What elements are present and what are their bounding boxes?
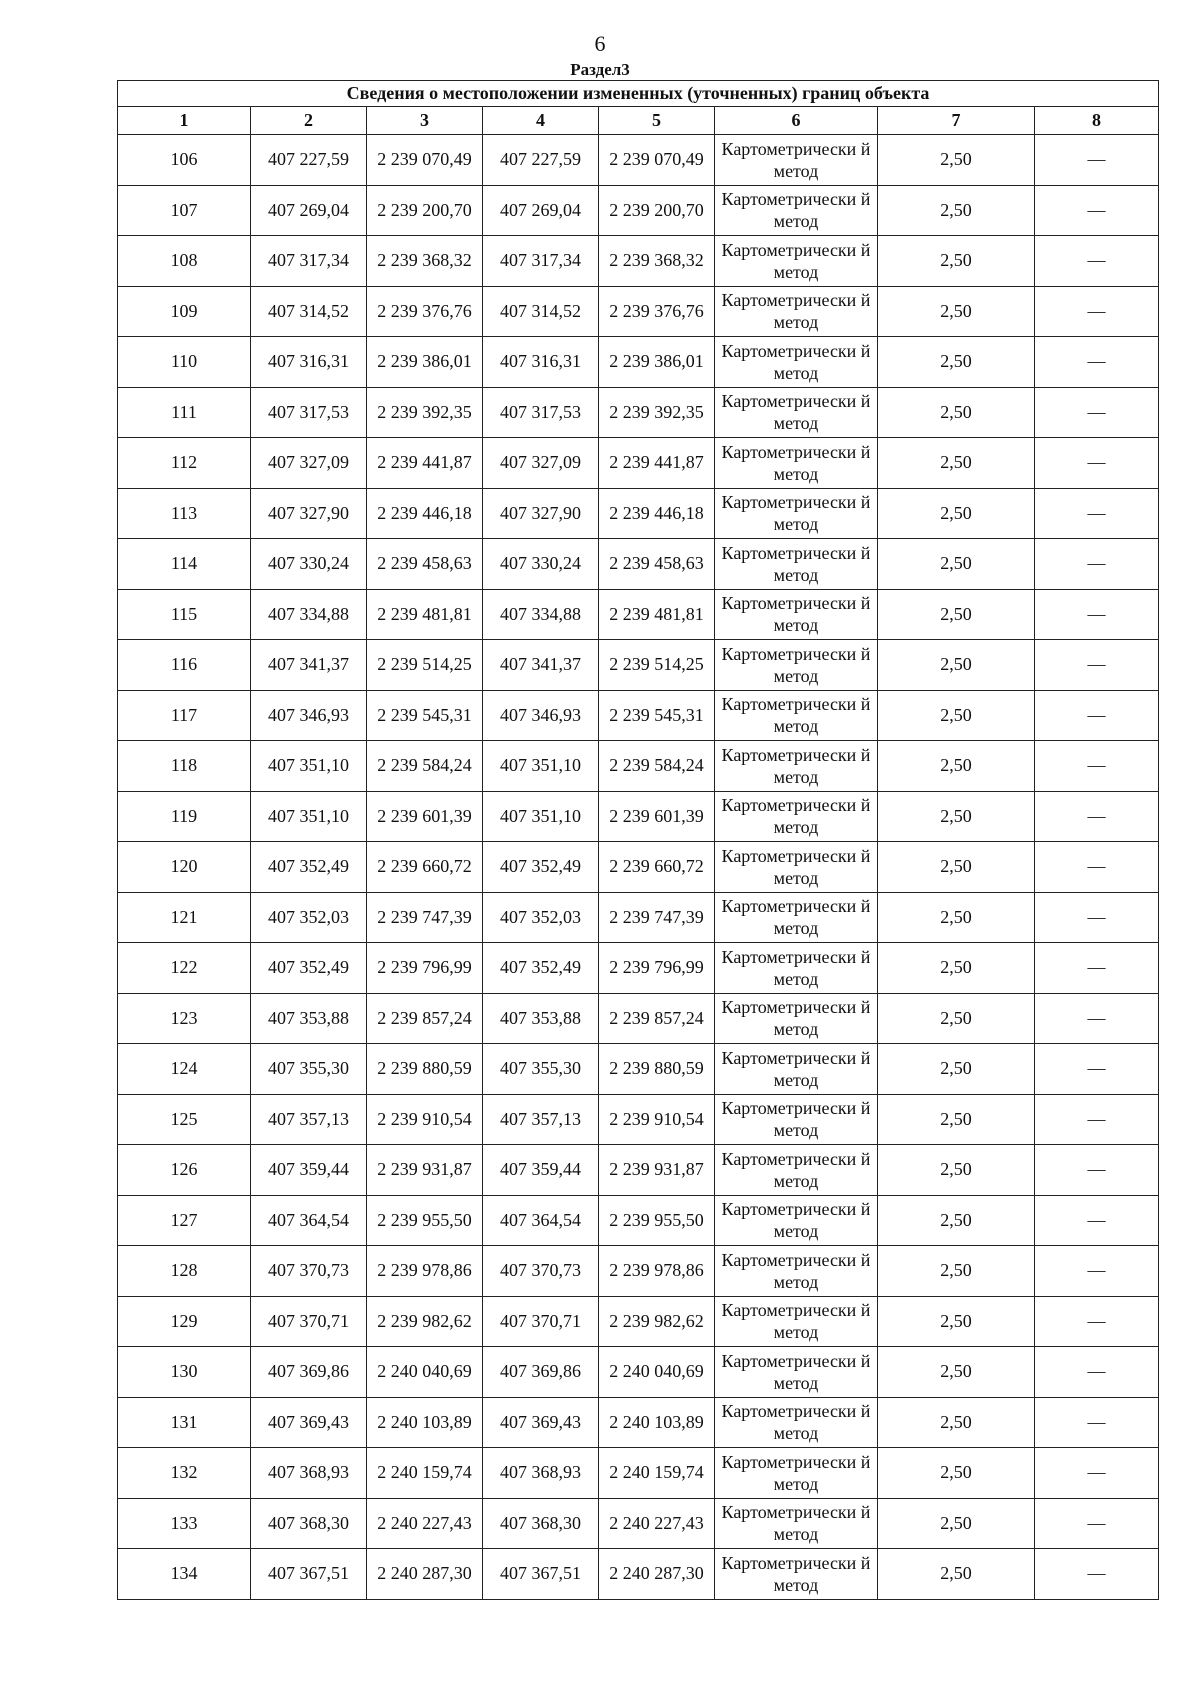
method-cell: Картометрически й метод xyxy=(715,690,878,741)
y-existing-cell: 2 239 601,39 xyxy=(367,791,483,842)
description-cell: — xyxy=(1035,1246,1159,1297)
point-number-cell: 121 xyxy=(118,892,251,943)
x-new-cell: 407 351,10 xyxy=(483,741,599,792)
y-existing-cell: 2 239 070,49 xyxy=(367,135,483,186)
accuracy-cell: 2,50 xyxy=(878,539,1035,590)
accuracy-cell: 2,50 xyxy=(878,1498,1035,1549)
point-number-cell: 120 xyxy=(118,842,251,893)
y-new-cell: 2 239 386,01 xyxy=(599,337,715,388)
point-number-cell: 125 xyxy=(118,1094,251,1145)
y-existing-cell: 2 239 441,87 xyxy=(367,438,483,489)
method-cell: Картометрически й метод xyxy=(715,286,878,337)
y-new-cell: 2 239 747,39 xyxy=(599,892,715,943)
method-cell: Картометрически й метод xyxy=(715,1195,878,1246)
method-cell: Картометрически й метод xyxy=(715,337,878,388)
point-number-cell: 131 xyxy=(118,1397,251,1448)
x-existing-cell: 407 227,59 xyxy=(251,135,367,186)
x-existing-cell: 407 351,10 xyxy=(251,791,367,842)
y-existing-cell: 2 240 287,30 xyxy=(367,1549,483,1600)
point-number-cell: 132 xyxy=(118,1448,251,1499)
y-new-cell: 2 240 287,30 xyxy=(599,1549,715,1600)
description-cell: — xyxy=(1035,741,1159,792)
x-new-cell: 407 346,93 xyxy=(483,690,599,741)
point-number-cell: 129 xyxy=(118,1296,251,1347)
column-number-5: 5 xyxy=(599,107,715,135)
description-cell: — xyxy=(1035,1347,1159,1398)
description-cell: — xyxy=(1035,1296,1159,1347)
description-cell: — xyxy=(1035,589,1159,640)
x-new-cell: 407 369,86 xyxy=(483,1347,599,1398)
method-cell: Картометрически й метод xyxy=(715,185,878,236)
method-cell: Картометрически й метод xyxy=(715,892,878,943)
y-new-cell: 2 239 458,63 xyxy=(599,539,715,590)
column-number-4: 4 xyxy=(483,107,599,135)
y-new-cell: 2 239 982,62 xyxy=(599,1296,715,1347)
method-cell: Картометрически й метод xyxy=(715,236,878,287)
x-new-cell: 407 352,49 xyxy=(483,842,599,893)
point-number-cell: 122 xyxy=(118,943,251,994)
x-existing-cell: 407 359,44 xyxy=(251,1145,367,1196)
table-row xyxy=(118,488,1159,539)
method-cell: Картометрически й метод xyxy=(715,135,878,186)
table-row xyxy=(118,892,1159,943)
y-existing-cell: 2 239 978,86 xyxy=(367,1246,483,1297)
method-cell: Картометрически й метод xyxy=(715,488,878,539)
method-cell: Картометрически й метод xyxy=(715,387,878,438)
table-row xyxy=(118,1347,1159,1398)
y-existing-cell: 2 239 857,24 xyxy=(367,993,483,1044)
y-existing-cell: 2 239 982,62 xyxy=(367,1296,483,1347)
point-number-cell: 109 xyxy=(118,286,251,337)
table-row xyxy=(118,1397,1159,1448)
point-number-cell: 133 xyxy=(118,1498,251,1549)
table-row xyxy=(118,387,1159,438)
y-new-cell: 2 239 910,54 xyxy=(599,1094,715,1145)
x-new-cell: 407 357,13 xyxy=(483,1094,599,1145)
table-row xyxy=(118,135,1159,186)
accuracy-cell: 2,50 xyxy=(878,1044,1035,1095)
point-number-cell: 117 xyxy=(118,690,251,741)
description-cell: — xyxy=(1035,943,1159,994)
table-row xyxy=(118,993,1159,1044)
description-cell: — xyxy=(1035,387,1159,438)
column-number-8: 8 xyxy=(1035,107,1159,135)
y-existing-cell: 2 239 458,63 xyxy=(367,539,483,590)
column-number-1: 1 xyxy=(118,107,251,135)
x-new-cell: 407 269,04 xyxy=(483,185,599,236)
column-number-row xyxy=(118,107,1159,135)
x-new-cell: 407 367,51 xyxy=(483,1549,599,1600)
point-number-cell: 118 xyxy=(118,741,251,792)
y-existing-cell: 2 240 103,89 xyxy=(367,1397,483,1448)
x-existing-cell: 407 269,04 xyxy=(251,185,367,236)
section-title: Раздел3 xyxy=(570,60,630,79)
table-row xyxy=(118,438,1159,489)
point-number-cell: 107 xyxy=(118,185,251,236)
y-existing-cell: 2 239 514,25 xyxy=(367,640,483,691)
table-row xyxy=(118,1094,1159,1145)
table-row xyxy=(118,1498,1159,1549)
y-existing-cell: 2 239 446,18 xyxy=(367,488,483,539)
y-existing-cell: 2 240 227,43 xyxy=(367,1498,483,1549)
description-cell: — xyxy=(1035,1145,1159,1196)
x-new-cell: 407 327,09 xyxy=(483,438,599,489)
x-new-cell: 407 353,88 xyxy=(483,993,599,1044)
table-row xyxy=(118,943,1159,994)
y-new-cell: 2 239 931,87 xyxy=(599,1145,715,1196)
y-new-cell: 2 239 955,50 xyxy=(599,1195,715,1246)
y-new-cell: 2 239 796,99 xyxy=(599,943,715,994)
point-number-cell: 108 xyxy=(118,236,251,287)
table-row xyxy=(118,1549,1159,1600)
x-existing-cell: 407 369,86 xyxy=(251,1347,367,1398)
x-existing-cell: 407 352,49 xyxy=(251,842,367,893)
x-new-cell: 407 314,52 xyxy=(483,286,599,337)
method-cell: Картометрически й метод xyxy=(715,1044,878,1095)
x-new-cell: 407 341,37 xyxy=(483,640,599,691)
y-existing-cell: 2 239 796,99 xyxy=(367,943,483,994)
table-row xyxy=(118,842,1159,893)
column-number-7: 7 xyxy=(878,107,1035,135)
accuracy-cell: 2,50 xyxy=(878,1246,1035,1297)
y-new-cell: 2 239 514,25 xyxy=(599,640,715,691)
table-row xyxy=(118,791,1159,842)
y-new-cell: 2 240 227,43 xyxy=(599,1498,715,1549)
accuracy-cell: 2,50 xyxy=(878,640,1035,691)
table-row xyxy=(118,1044,1159,1095)
accuracy-cell: 2,50 xyxy=(878,1195,1035,1246)
accuracy-cell: 2,50 xyxy=(878,1397,1035,1448)
y-existing-cell: 2 239 747,39 xyxy=(367,892,483,943)
y-existing-cell: 2 239 880,59 xyxy=(367,1044,483,1095)
table-row xyxy=(118,1296,1159,1347)
x-new-cell: 407 359,44 xyxy=(483,1145,599,1196)
description-cell: — xyxy=(1035,791,1159,842)
table-row xyxy=(118,1246,1159,1297)
y-existing-cell: 2 239 584,24 xyxy=(367,741,483,792)
x-existing-cell: 407 334,88 xyxy=(251,589,367,640)
y-new-cell: 2 239 481,81 xyxy=(599,589,715,640)
description-cell: — xyxy=(1035,236,1159,287)
y-new-cell: 2 239 070,49 xyxy=(599,135,715,186)
x-existing-cell: 407 317,34 xyxy=(251,236,367,287)
x-new-cell: 407 317,53 xyxy=(483,387,599,438)
x-existing-cell: 407 330,24 xyxy=(251,539,367,590)
x-existing-cell: 407 370,71 xyxy=(251,1296,367,1347)
point-number-cell: 114 xyxy=(118,539,251,590)
description-cell: — xyxy=(1035,842,1159,893)
y-existing-cell: 2 239 392,35 xyxy=(367,387,483,438)
description-cell: — xyxy=(1035,640,1159,691)
x-existing-cell: 407 364,54 xyxy=(251,1195,367,1246)
y-existing-cell: 2 239 376,76 xyxy=(367,286,483,337)
table-body xyxy=(118,135,1159,1600)
x-new-cell: 407 317,34 xyxy=(483,236,599,287)
x-existing-cell: 407 368,93 xyxy=(251,1448,367,1499)
accuracy-cell: 2,50 xyxy=(878,286,1035,337)
description-cell: — xyxy=(1035,286,1159,337)
x-existing-cell: 407 352,49 xyxy=(251,943,367,994)
point-number-cell: 134 xyxy=(118,1549,251,1600)
point-number-cell: 110 xyxy=(118,337,251,388)
table-row xyxy=(118,1195,1159,1246)
description-cell: — xyxy=(1035,1549,1159,1600)
x-existing-cell: 407 316,31 xyxy=(251,337,367,388)
column-number-2: 2 xyxy=(251,107,367,135)
method-cell: Картометрически й метод xyxy=(715,1296,878,1347)
x-existing-cell: 407 352,03 xyxy=(251,892,367,943)
x-new-cell: 407 370,73 xyxy=(483,1246,599,1297)
x-new-cell: 407 370,71 xyxy=(483,1296,599,1347)
boundary-coordinates-table xyxy=(117,80,1159,1600)
point-number-cell: 111 xyxy=(118,387,251,438)
x-new-cell: 407 352,49 xyxy=(483,943,599,994)
table-row xyxy=(118,185,1159,236)
accuracy-cell: 2,50 xyxy=(878,438,1035,489)
table-row xyxy=(118,236,1159,287)
y-new-cell: 2 239 392,35 xyxy=(599,387,715,438)
accuracy-cell: 2,50 xyxy=(878,741,1035,792)
y-new-cell: 2 239 857,24 xyxy=(599,993,715,1044)
x-new-cell: 407 227,59 xyxy=(483,135,599,186)
method-cell: Картометрически й метод xyxy=(715,1549,878,1600)
x-new-cell: 407 334,88 xyxy=(483,589,599,640)
x-existing-cell: 407 369,43 xyxy=(251,1397,367,1448)
method-cell: Картометрически й метод xyxy=(715,1246,878,1297)
table-row xyxy=(118,741,1159,792)
accuracy-cell: 2,50 xyxy=(878,791,1035,842)
accuracy-cell: 2,50 xyxy=(878,337,1035,388)
y-existing-cell: 2 239 931,87 xyxy=(367,1145,483,1196)
x-new-cell: 407 316,31 xyxy=(483,337,599,388)
x-new-cell: 407 369,43 xyxy=(483,1397,599,1448)
x-existing-cell: 407 357,13 xyxy=(251,1094,367,1145)
x-existing-cell: 407 355,30 xyxy=(251,1044,367,1095)
table-row xyxy=(118,640,1159,691)
x-new-cell: 407 368,30 xyxy=(483,1498,599,1549)
y-new-cell: 2 239 376,76 xyxy=(599,286,715,337)
y-new-cell: 2 239 446,18 xyxy=(599,488,715,539)
description-cell: — xyxy=(1035,1195,1159,1246)
page-number: 6 xyxy=(594,31,606,56)
description-cell: — xyxy=(1035,438,1159,489)
method-cell: Картометрически й метод xyxy=(715,438,878,489)
y-existing-cell: 2 239 200,70 xyxy=(367,185,483,236)
x-new-cell: 407 352,03 xyxy=(483,892,599,943)
description-cell: — xyxy=(1035,993,1159,1044)
description-cell: — xyxy=(1035,185,1159,236)
x-existing-cell: 407 351,10 xyxy=(251,741,367,792)
x-existing-cell: 407 327,90 xyxy=(251,488,367,539)
accuracy-cell: 2,50 xyxy=(878,690,1035,741)
point-number-cell: 127 xyxy=(118,1195,251,1246)
x-new-cell: 407 368,93 xyxy=(483,1448,599,1499)
table-caption: Сведения о местоположении измененных (уточненных) границ объекта xyxy=(118,81,1159,107)
accuracy-cell: 2,50 xyxy=(878,1094,1035,1145)
point-number-cell: 116 xyxy=(118,640,251,691)
x-new-cell: 407 351,10 xyxy=(483,791,599,842)
point-number-cell: 128 xyxy=(118,1246,251,1297)
accuracy-cell: 2,50 xyxy=(878,1296,1035,1347)
accuracy-cell: 2,50 xyxy=(878,236,1035,287)
y-new-cell: 2 239 584,24 xyxy=(599,741,715,792)
method-cell: Картометрически й метод xyxy=(715,640,878,691)
method-cell: Картометрически й метод xyxy=(715,993,878,1044)
x-existing-cell: 407 368,30 xyxy=(251,1498,367,1549)
description-cell: — xyxy=(1035,892,1159,943)
accuracy-cell: 2,50 xyxy=(878,892,1035,943)
point-number-cell: 123 xyxy=(118,993,251,1044)
accuracy-cell: 2,50 xyxy=(878,842,1035,893)
y-existing-cell: 2 239 545,31 xyxy=(367,690,483,741)
x-existing-cell: 407 353,88 xyxy=(251,993,367,1044)
method-cell: Картометрически й метод xyxy=(715,1498,878,1549)
accuracy-cell: 2,50 xyxy=(878,185,1035,236)
method-cell: Картометрически й метод xyxy=(715,741,878,792)
x-existing-cell: 407 341,37 xyxy=(251,640,367,691)
description-cell: — xyxy=(1035,1498,1159,1549)
description-cell: — xyxy=(1035,337,1159,388)
table-row xyxy=(118,539,1159,590)
table-row xyxy=(118,589,1159,640)
y-new-cell: 2 239 660,72 xyxy=(599,842,715,893)
description-cell: — xyxy=(1035,1397,1159,1448)
x-existing-cell: 407 314,52 xyxy=(251,286,367,337)
table-row xyxy=(118,286,1159,337)
table-row xyxy=(118,337,1159,388)
point-number-cell: 106 xyxy=(118,135,251,186)
accuracy-cell: 2,50 xyxy=(878,993,1035,1044)
point-number-cell: 119 xyxy=(118,791,251,842)
x-new-cell: 407 364,54 xyxy=(483,1195,599,1246)
x-existing-cell: 407 327,09 xyxy=(251,438,367,489)
accuracy-cell: 2,50 xyxy=(878,488,1035,539)
y-existing-cell: 2 240 159,74 xyxy=(367,1448,483,1499)
point-number-cell: 130 xyxy=(118,1347,251,1398)
y-new-cell: 2 239 545,31 xyxy=(599,690,715,741)
point-number-cell: 113 xyxy=(118,488,251,539)
y-existing-cell: 2 239 955,50 xyxy=(367,1195,483,1246)
x-existing-cell: 407 367,51 xyxy=(251,1549,367,1600)
method-cell: Картометрически й метод xyxy=(715,1448,878,1499)
method-cell: Картометрически й метод xyxy=(715,1397,878,1448)
table-row xyxy=(118,690,1159,741)
x-new-cell: 407 327,90 xyxy=(483,488,599,539)
y-new-cell: 2 239 880,59 xyxy=(599,1044,715,1095)
accuracy-cell: 2,50 xyxy=(878,1549,1035,1600)
y-existing-cell: 2 239 386,01 xyxy=(367,337,483,388)
method-cell: Картометрически й метод xyxy=(715,943,878,994)
accuracy-cell: 2,50 xyxy=(878,589,1035,640)
method-cell: Картометрически й метод xyxy=(715,842,878,893)
point-number-cell: 126 xyxy=(118,1145,251,1196)
y-existing-cell: 2 240 040,69 xyxy=(367,1347,483,1398)
y-new-cell: 2 240 159,74 xyxy=(599,1448,715,1499)
accuracy-cell: 2,50 xyxy=(878,135,1035,186)
y-new-cell: 2 239 441,87 xyxy=(599,438,715,489)
y-new-cell: 2 239 368,32 xyxy=(599,236,715,287)
method-cell: Картометрически й метод xyxy=(715,1347,878,1398)
x-existing-cell: 407 370,73 xyxy=(251,1246,367,1297)
column-number-3: 3 xyxy=(367,107,483,135)
x-new-cell: 407 330,24 xyxy=(483,539,599,590)
accuracy-cell: 2,50 xyxy=(878,1145,1035,1196)
description-cell: — xyxy=(1035,1044,1159,1095)
y-new-cell: 2 239 601,39 xyxy=(599,791,715,842)
description-cell: — xyxy=(1035,1094,1159,1145)
column-number-6: 6 xyxy=(715,107,878,135)
y-existing-cell: 2 239 660,72 xyxy=(367,842,483,893)
point-number-cell: 115 xyxy=(118,589,251,640)
method-cell: Картометрически й метод xyxy=(715,791,878,842)
x-existing-cell: 407 346,93 xyxy=(251,690,367,741)
description-cell: — xyxy=(1035,539,1159,590)
y-new-cell: 2 239 200,70 xyxy=(599,185,715,236)
method-cell: Картометрически й метод xyxy=(715,539,878,590)
method-cell: Картометрически й метод xyxy=(715,1145,878,1196)
x-existing-cell: 407 317,53 xyxy=(251,387,367,438)
y-existing-cell: 2 239 481,81 xyxy=(367,589,483,640)
y-new-cell: 2 240 103,89 xyxy=(599,1397,715,1448)
description-cell: — xyxy=(1035,488,1159,539)
accuracy-cell: 2,50 xyxy=(878,1347,1035,1398)
description-cell: — xyxy=(1035,1448,1159,1499)
y-existing-cell: 2 239 368,32 xyxy=(367,236,483,287)
description-cell: — xyxy=(1035,135,1159,186)
method-cell: Картометрически й метод xyxy=(715,1094,878,1145)
x-new-cell: 407 355,30 xyxy=(483,1044,599,1095)
accuracy-cell: 2,50 xyxy=(878,387,1035,438)
description-cell: — xyxy=(1035,690,1159,741)
y-new-cell: 2 239 978,86 xyxy=(599,1246,715,1297)
table-row xyxy=(118,1448,1159,1499)
accuracy-cell: 2,50 xyxy=(878,1448,1035,1499)
point-number-cell: 124 xyxy=(118,1044,251,1095)
accuracy-cell: 2,50 xyxy=(878,943,1035,994)
point-number-cell: 112 xyxy=(118,438,251,489)
y-new-cell: 2 240 040,69 xyxy=(599,1347,715,1398)
table-row xyxy=(118,1145,1159,1196)
method-cell: Картометрически й метод xyxy=(715,589,878,640)
y-existing-cell: 2 239 910,54 xyxy=(367,1094,483,1145)
